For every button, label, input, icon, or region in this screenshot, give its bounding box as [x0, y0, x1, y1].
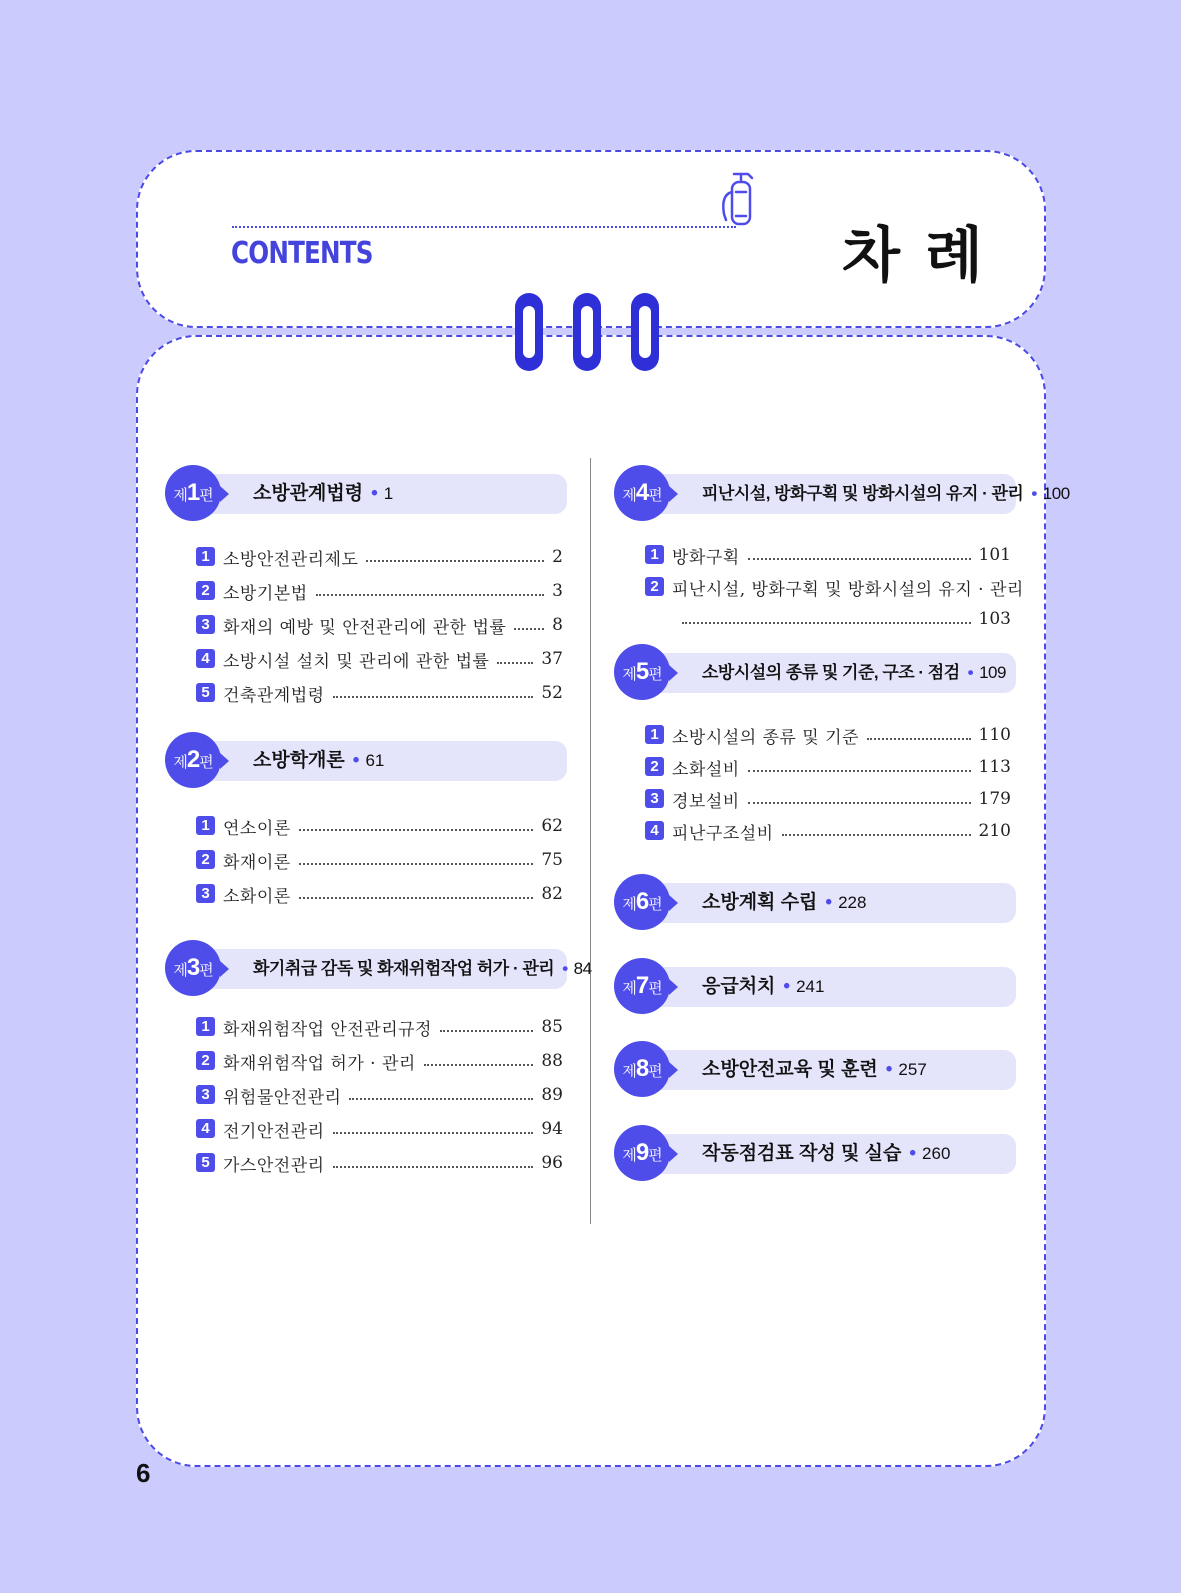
part-title: 소방학개론 • 61 [253, 750, 385, 771]
toc-entry[interactable]: 2 화재위험작업 허가 · 관리 88 [196, 1047, 563, 1077]
toc-entry[interactable]: 1 화재위험작업 안전관리규정 85 [196, 1013, 563, 1043]
toc-entry[interactable]: 2 소방기본법 3 [196, 577, 563, 607]
toc-entry[interactable]: 2 소화설비 113 [645, 753, 1011, 783]
fire-extinguisher-icon [718, 170, 758, 228]
header-dotted-line [232, 226, 736, 228]
toc-entry[interactable]: 3 경보설비 179 [645, 785, 1011, 815]
page-number: 6 [136, 1458, 151, 1488]
toc-entry[interactable]: 4 소방시설 설치 및 관리에 관한 법률 37 [196, 645, 563, 675]
column-divider [590, 458, 591, 1224]
toc-entry[interactable]: 2 피난시설, 방화구획 및 방화시설의 유지 · 관리 [645, 573, 1011, 603]
page-title: 차 례 [842, 221, 985, 291]
toc-entry[interactable]: 3 위험물안전관리 89 [196, 1081, 563, 1111]
part-number-badge: 제3편 [165, 940, 221, 996]
toc-entry[interactable]: 1 소방안전관리제도 2 [196, 543, 563, 573]
binder-ring-icon [628, 290, 662, 374]
part-title: 피난시설, 방화구획 및 방화시설의 유지 · 관리 • 100 [702, 484, 1070, 503]
part-title: 소방시설의 종류 및 기준, 구조 · 점검 • 109 [702, 663, 1006, 682]
toc-entry[interactable]: 4 전기안전관리 94 [196, 1115, 563, 1145]
part-heading-7[interactable] [614, 958, 1016, 1014]
part-heading-5[interactable] [614, 644, 1016, 700]
part-number-badge: 제2편 [165, 732, 221, 788]
part-title: 소방관계법령 • 1 [253, 483, 394, 504]
part-title: 화기취급 감독 및 화재위험작업 허가 · 관리 • 84 [253, 959, 592, 978]
toc-entry[interactable]: 3 화재의 예방 및 안전관리에 관한 법률 8 [196, 611, 563, 641]
binder-ring-icon [570, 290, 604, 374]
part-heading-9[interactable] [614, 1125, 1016, 1181]
toc-entry[interactable]: 5 가스안전관리 96 [196, 1149, 563, 1179]
part-number-badge: 제1편 [165, 465, 221, 521]
part-number-badge: 제5편 [614, 644, 670, 700]
part-number-badge: 제6편 [614, 874, 670, 930]
part-title: 소방안전교육 및 훈련 • 257 [702, 1059, 927, 1080]
part-title: 소방계획 수립 • 228 [702, 892, 867, 913]
part-title: 작동점검표 작성 및 실습 • 260 [702, 1143, 951, 1164]
part-number-badge: 제8편 [614, 1041, 670, 1097]
toc-entry[interactable]: 2 화재이론 75 [196, 846, 563, 876]
toc-entry[interactable]: 5 건축관계법령 52 [196, 679, 563, 709]
part-number-badge: 제9편 [614, 1125, 670, 1181]
part-heading-6[interactable] [614, 874, 1016, 930]
part-number-badge: 제4편 [614, 465, 670, 521]
toc-entry[interactable]: 1 소방시설의 종류 및 기준 110 [645, 721, 1011, 751]
binder-ring-icon [512, 290, 546, 374]
part-number-badge: 제7편 [614, 958, 670, 1014]
toc-entry-continuation: 103 [645, 605, 1011, 635]
part-heading-4[interactable] [614, 465, 1070, 521]
part-heading-3[interactable] [165, 940, 592, 996]
part-heading-2[interactable] [165, 732, 567, 788]
toc-entry[interactable]: 3 소화이론 82 [196, 880, 563, 910]
toc-entry[interactable]: 1 연소이론 62 [196, 812, 563, 842]
part-heading-8[interactable] [614, 1041, 1016, 1097]
contents-label: CONTENTS [231, 236, 373, 271]
part-title: 응급처치 • 241 [702, 976, 825, 997]
toc-entry[interactable]: 1 방화구획 101 [645, 541, 1011, 571]
toc-entry[interactable]: 4 피난구조설비 210 [645, 817, 1011, 847]
part-heading-1[interactable] [165, 465, 567, 521]
